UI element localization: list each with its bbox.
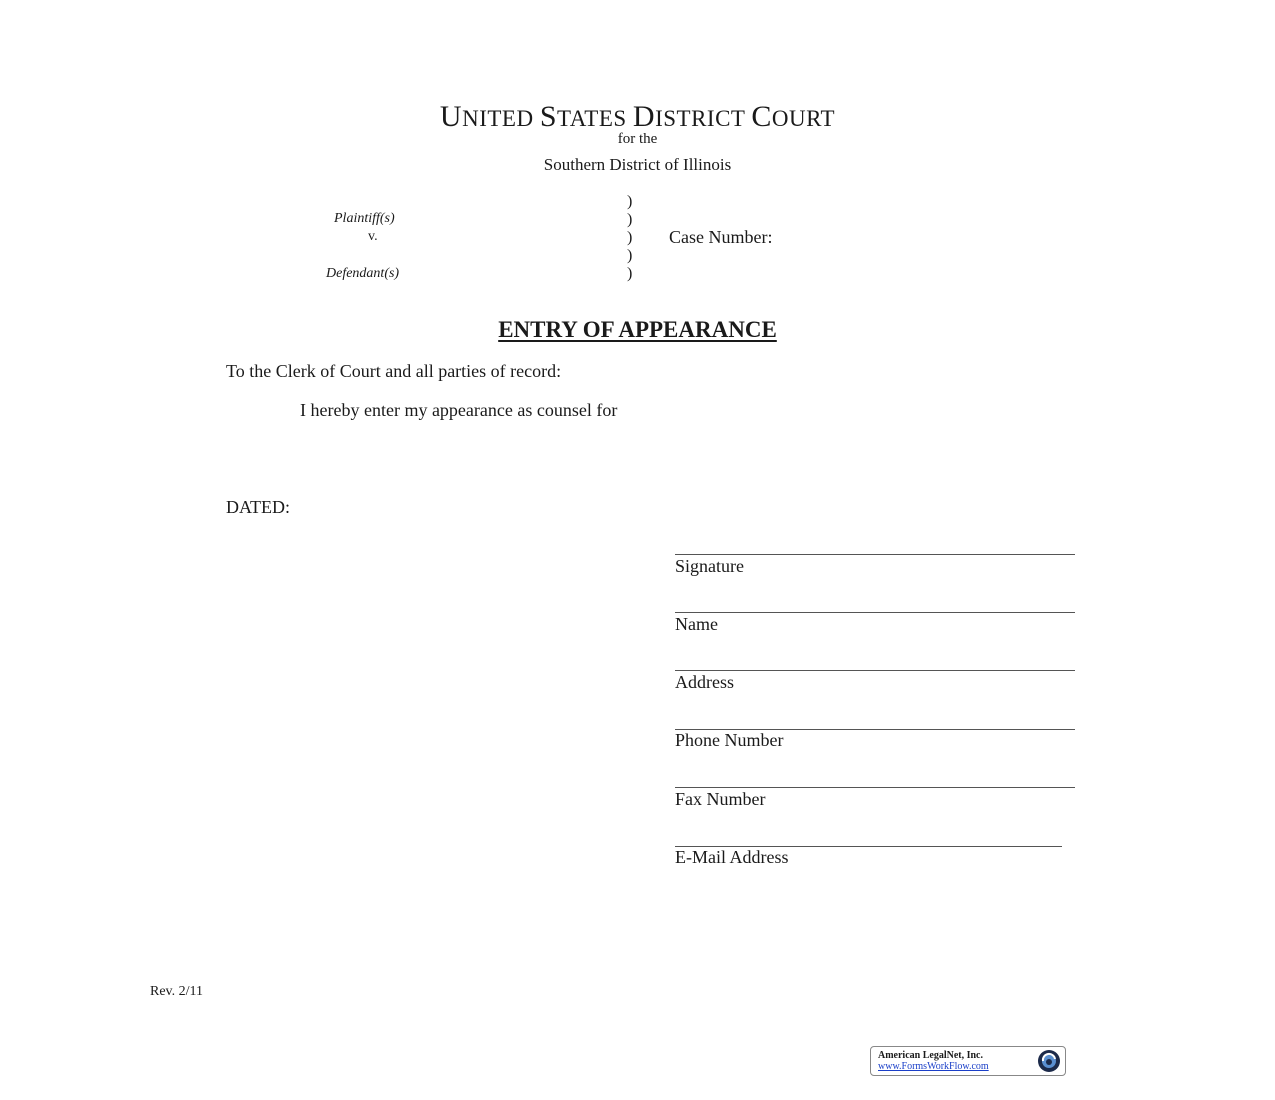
title-cap: C [751, 100, 772, 133]
publisher-badge[interactable] [870, 1046, 1066, 1076]
document-heading: ENTRY OF APPEARANCE [498, 317, 777, 342]
name-label: Name [675, 614, 718, 634]
title-rest: NITED [462, 106, 540, 131]
title-cap: S [539, 100, 557, 133]
court-title [0, 100, 1275, 134]
email-address-label: E-Mail Address [675, 847, 789, 867]
caption-paren: ) [627, 265, 633, 282]
publisher-link[interactable]: www.FormsWorkFlow.com [878, 1061, 989, 1072]
versus-label: v. [368, 229, 378, 244]
caption-paren: ) [627, 247, 633, 264]
caption-paren: ) [627, 229, 633, 246]
phone-number-label: Phone Number [675, 730, 784, 750]
district-name: Southern District of Illinois [543, 155, 732, 174]
caption-paren: ) [627, 211, 633, 228]
for-the-text: for the [617, 131, 658, 147]
title-rest: ISTRICT [655, 106, 752, 131]
defendant-label: Defendant(s) [326, 266, 400, 281]
title-cap: D [632, 100, 656, 133]
salutation: To the Clerk of Court and all parties of record: [226, 361, 562, 381]
signature-line[interactable] [675, 554, 1075, 555]
publisher-name: American LegalNet, Inc. [878, 1050, 983, 1061]
plaintiff-label: Plaintiff(s) [334, 211, 395, 226]
fax-number-line[interactable] [675, 787, 1075, 788]
name-line[interactable] [675, 612, 1075, 613]
title-cap: U [439, 100, 463, 133]
dated-label: DATED: [226, 497, 290, 517]
caption-paren: ) [627, 193, 633, 210]
revision-label: Rev. 2/11 [150, 984, 204, 999]
title-rest: OURT [771, 106, 836, 131]
appearance-statement: I hereby enter my appearance as counsel for [300, 400, 618, 420]
case-number-label: Case Number: [669, 227, 773, 247]
fax-number-label: Fax Number [675, 789, 766, 809]
globe-logo-icon [1037, 1049, 1061, 1073]
signature-label: Signature [675, 556, 744, 576]
address-line[interactable] [675, 670, 1075, 671]
title-rest: TATES [557, 106, 633, 131]
address-label: Address [675, 672, 734, 692]
